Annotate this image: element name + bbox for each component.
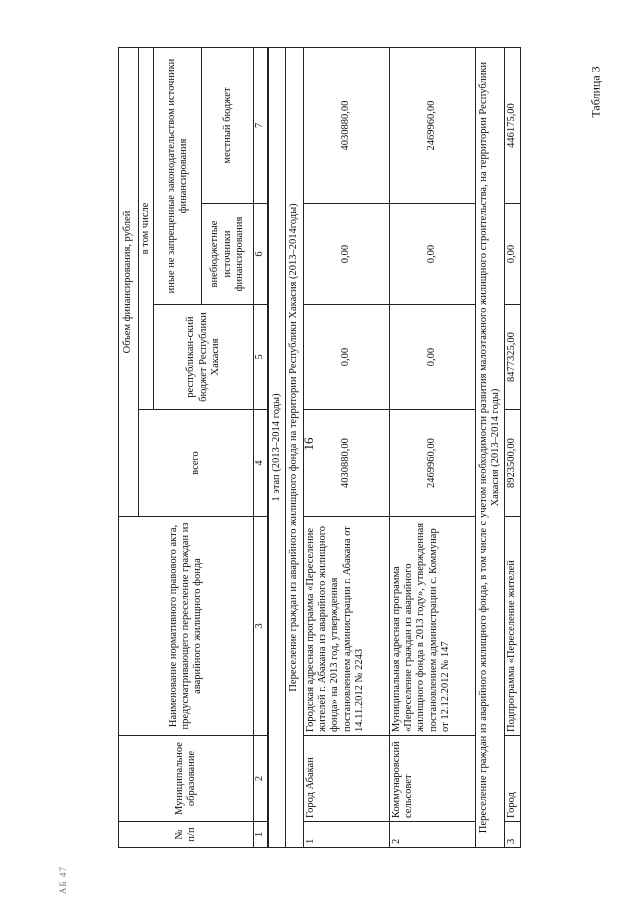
header-municipality: Муниципальное образование [119,736,254,822]
header-other-legal: иные не запрещенные законодательством источники финансирования [154,48,202,305]
stage-row [268,48,286,848]
index-row [254,48,268,848]
header-total: всего [139,410,254,517]
row-republic: 0,00 [303,305,389,410]
stage-label: 1 этап (2013–2014 годы) [268,48,286,848]
row-extrabudget: 0,00 [505,204,520,305]
index-cell: 5 [254,305,268,410]
section-row [475,48,505,848]
table-caption: Таблица 3 [588,66,603,118]
index-cell: 2 [254,736,268,822]
index-cell: 1 [254,822,268,848]
row-municipality: Коммунаровский сельсовет [389,736,475,822]
table-row [303,48,389,848]
table-row [389,48,475,848]
rotated-table-container [118,48,518,848]
corner-mark: АБ 47 [58,866,68,894]
row-republic: 8477325,00 [505,305,520,410]
index-cell: 7 [254,48,268,204]
row-act: Муниципальная адресная программа «Переселение граждан из аварийного жилищного фонда в 2013 году», утвержденная постановлением администрации с. Коммунар от 12.12.2012 № 147 [389,517,475,736]
page-number: 16 [301,437,316,451]
row-act: Подпрограмма «Переселение жителей [505,517,520,736]
financing-table [118,47,521,848]
row-total: 4030880,00 [303,410,389,517]
row-local: 2469960,00 [389,48,475,204]
row-local: 4030880,00 [303,48,389,204]
row-municipality: Город [505,736,520,822]
row-num: 3 [505,822,520,848]
row-local: 446175,00 [505,48,520,204]
header-num: № п/п [119,822,254,848]
index-cell: 4 [254,410,268,517]
section-row [286,48,303,848]
header-including: в том числе [139,48,154,410]
row-republic: 0,00 [389,305,475,410]
section-1-label: Переселение граждан из аварийного жилищного фонда на территории Республики Хакасия (2013–2014годы) [286,48,303,848]
header-act: Наименование нормативного правового акта, предусматривающего переселение граждан из аварийного жилищного фонда [119,517,254,736]
header-extrabudget: внебюджетные источники финансирования [202,204,254,305]
header-volume: Объем финансирования, рублей [119,48,139,517]
table-row [505,48,520,848]
row-num: 1 [303,822,389,848]
row-municipality: Город Абакан [303,736,389,822]
row-num: 2 [389,822,475,848]
header-republic: республикан-ский бюджет Республики Хакасия [154,305,254,410]
index-cell: 6 [254,204,268,305]
row-act: Городская адресная программа «Переселение жителей г. Абакана из аварийного жилищного фонда» на 2013 год, утвержденная постановлением администрации г. Абакана от 14.11.2012 № 2243 [303,517,389,736]
section-2-label: Переселение граждан из аварийного жилищного фонда, в том числе с учетом необходимости развития малоэтажного жилищного строительства, на территории Республики Хакасия (2013–2014 годы) [475,48,505,848]
header-local: местный бюджет [202,48,254,204]
index-cell: 3 [254,517,268,736]
row-total: 8923500,00 [505,410,520,517]
row-extrabudget: 0,00 [303,204,389,305]
row-extrabudget: 0,00 [389,204,475,305]
row-total: 2469960,00 [389,410,475,517]
